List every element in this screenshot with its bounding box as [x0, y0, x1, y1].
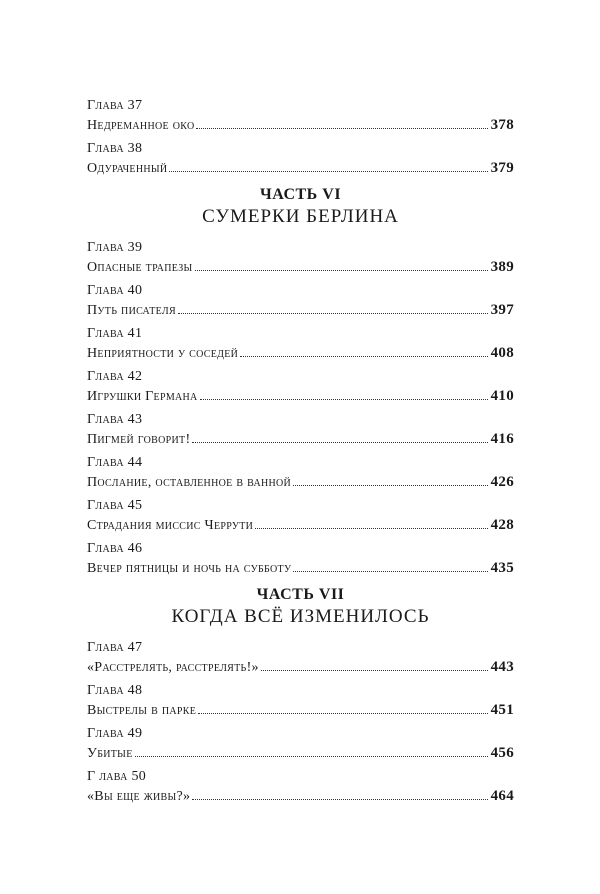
page-number: 379	[490, 160, 514, 176]
dot-leader	[293, 570, 487, 572]
dot-leader	[192, 441, 487, 443]
chapter-title-row	[87, 300, 514, 321]
chapter-number: Глава 43	[87, 412, 143, 427]
page-number: 456	[490, 745, 514, 761]
page-number: 408	[490, 345, 514, 361]
page-number: 428	[490, 517, 514, 533]
page-number: 435	[490, 560, 514, 576]
chapter-number: Глава 41	[87, 326, 143, 341]
toc-entry	[87, 767, 514, 807]
chapter-title-row	[87, 515, 514, 536]
chapter-title: Путь писателя	[87, 303, 176, 318]
toc-entry	[87, 681, 514, 721]
chapter-number: Глава 45	[87, 498, 143, 513]
toc-entry	[87, 496, 514, 536]
chapter-title: Выстрелы в парке	[87, 703, 197, 718]
dot-leader	[261, 669, 488, 671]
chapter-title: Недреманное око	[87, 118, 195, 133]
chapter-number: Г лава 50	[87, 769, 147, 784]
dot-leader	[192, 798, 487, 800]
chapter-title-row	[87, 657, 514, 678]
dot-leader	[169, 170, 487, 172]
page-number: 451	[490, 702, 514, 718]
chapter-number: Глава 49	[87, 726, 143, 741]
part-heading	[87, 585, 514, 629]
page-number: 378	[490, 117, 514, 133]
page-number: 426	[490, 474, 514, 490]
page-number: 443	[490, 659, 514, 675]
dot-leader	[200, 398, 488, 400]
chapter-title-row	[87, 115, 514, 136]
page-number: 410	[490, 388, 514, 404]
chapter-title: «Расстрелять, расстрелять!»	[87, 660, 259, 675]
chapter-title-row	[87, 386, 514, 407]
dot-leader	[240, 355, 487, 357]
toc-entry	[87, 453, 514, 493]
part-label: ЧАСТЬ VI	[259, 186, 342, 203]
chapter-title-row	[87, 343, 514, 364]
chapter-title-row	[87, 786, 514, 807]
chapter-title: Одураченный	[87, 161, 168, 176]
dot-leader	[135, 755, 488, 757]
chapter-title-row	[87, 429, 514, 450]
chapter-number: Глава 44	[87, 455, 143, 470]
dot-leader	[196, 127, 487, 129]
toc-entry	[87, 96, 514, 136]
chapter-title: Послание, оставленное в ванной	[87, 475, 292, 490]
part-name: СУМЕРКИ БЕРЛИНА	[202, 206, 399, 227]
part-label: ЧАСТЬ VII	[256, 586, 345, 603]
page-number: 397	[490, 302, 514, 318]
chapter-number: Глава 42	[87, 369, 143, 384]
chapter-title: Пигмей говорит!	[87, 432, 191, 447]
chapter-number: Глава 37	[87, 98, 143, 113]
dot-leader	[293, 484, 488, 486]
page-number: 389	[490, 259, 514, 275]
chapter-number: Глава 48	[87, 683, 143, 698]
chapter-title: Опасные трапезы	[87, 260, 193, 275]
chapter-number: Глава 47	[87, 640, 143, 655]
chapter-title-row	[87, 558, 514, 579]
toc-entry	[87, 724, 514, 764]
chapter-number: Глава 38	[87, 141, 143, 156]
toc-entry	[87, 638, 514, 678]
toc-entry	[87, 539, 514, 579]
chapter-number: Глава 40	[87, 283, 143, 298]
chapter-title-row	[87, 700, 514, 721]
chapter-title-row	[87, 472, 514, 493]
part-name: КОГДА ВСЁ ИЗМЕНИЛОСЬ	[171, 606, 430, 627]
page-number: 416	[490, 431, 514, 447]
part-heading	[87, 185, 514, 229]
dot-leader	[198, 712, 487, 714]
dot-leader	[255, 527, 487, 529]
chapter-title: Страдания миссис Черрути	[87, 518, 254, 533]
chapter-title-row	[87, 743, 514, 764]
chapter-title-row	[87, 257, 514, 278]
toc-entry	[87, 238, 514, 278]
chapter-title: Неприятности у соседей	[87, 346, 239, 361]
page-number: 464	[490, 788, 514, 804]
toc-entry	[87, 139, 514, 179]
chapter-title: «Вы еще живы?»	[87, 789, 191, 804]
chapter-number: Глава 46	[87, 541, 143, 556]
dot-leader	[178, 312, 488, 314]
toc-entry	[87, 281, 514, 321]
toc-entry	[87, 367, 514, 407]
chapter-title: Вечер пятницы и ночь на субботу	[87, 561, 292, 576]
chapter-title: Игрушки Германа	[87, 389, 198, 404]
toc-entry	[87, 410, 514, 450]
dot-leader	[195, 269, 488, 271]
chapter-number: Глава 39	[87, 240, 143, 255]
chapter-title: Убитые	[87, 746, 133, 761]
chapter-title-row	[87, 158, 514, 179]
toc-entry	[87, 324, 514, 364]
